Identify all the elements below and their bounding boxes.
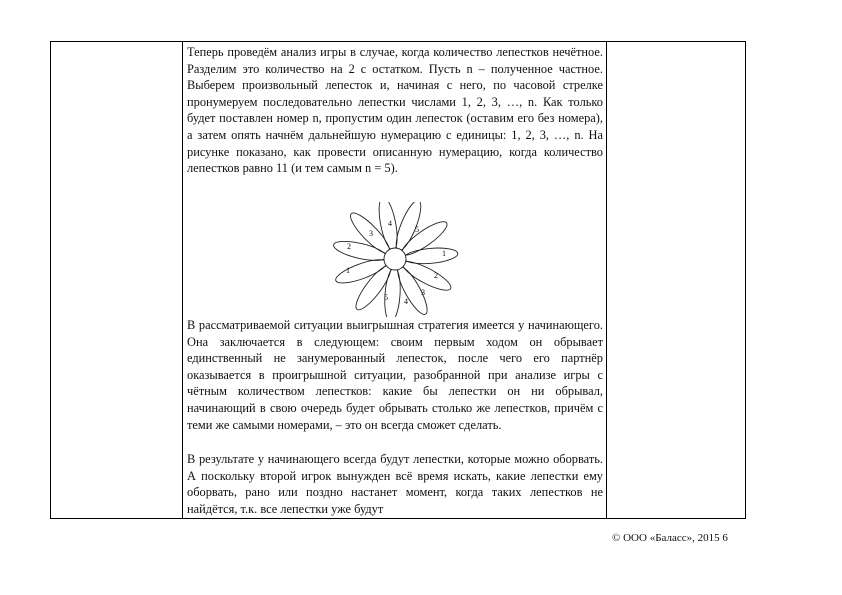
petal-1 <box>403 246 458 266</box>
paragraph-numbering: Теперь проведём анализ игры в случае, когда количество лепестков нечётное. Разделим это количество на 2 с остатком. Пусть n – полученное частное. Выберем произвольный лепесток и, начиная с него, по часовой стрелке пронумеруем последовательно лепестки числами 1, 2, 3, …, n. Как только будет поставлен номер n, пропустим один лепесток (оставим его без номера), а затем опять начнём дальнейшую нумерацию с единицы: 1, 2, 3, …, n. На рисунке показано, как провести описанную нумерацию, когда количество лепестков равно 11 (и тем самым n = 5). <box>187 45 603 176</box>
petal-2 <box>399 257 454 296</box>
paragraph-strategy: В рассматриваемой ситуации выигрышная стратегия имеется у начинающего. Она заключается в следующем: своим первым ходом он обрывает единственный не занумерованный лепесток, после чего его партнёр оказывается в проигрышной ситуации, разобранной при анализе игры с чётным количеством лепестков: какие бы лепестки он ни обрывал, начинающий в свою очередь будет обрывать столько же лепестков, причём с теми же самыми номерами, – это он всегда сможет сделать. <box>187 318 603 432</box>
label-right-5: 5 <box>384 293 388 302</box>
label-left-4: 4 <box>388 219 392 228</box>
petal-5 <box>351 262 395 314</box>
text-column <box>183 42 607 518</box>
label-right-3: 3 <box>421 288 425 297</box>
page-footer: © ООО «Баласс», 2015 6 <box>612 532 728 544</box>
label-left-5: 5 <box>415 225 419 234</box>
label-right-2: 2 <box>434 271 438 280</box>
label-left-3: 3 <box>369 229 373 238</box>
left-column <box>51 42 183 518</box>
flower-center <box>384 248 406 270</box>
flower-figure <box>320 202 470 317</box>
content-table <box>50 41 746 519</box>
label-right-1: 1 <box>442 249 446 258</box>
petal-3 <box>393 263 432 317</box>
label-right-4: 4 <box>404 297 408 306</box>
label-left-1: 1 <box>346 266 350 275</box>
label-left-2: 2 <box>347 242 351 251</box>
paragraph-result: В результате у начинающего всегда будут лепестки, которые можно оборвать. А поскольку второй игрок вынужден всё время искать, какие лепестки ему оборвать, рано или поздно настанет момент, когда таких лепестков не найдётся, т.к. все лепестки уже будут <box>187 452 603 516</box>
flower-diagram <box>320 202 470 317</box>
right-column <box>607 42 745 518</box>
